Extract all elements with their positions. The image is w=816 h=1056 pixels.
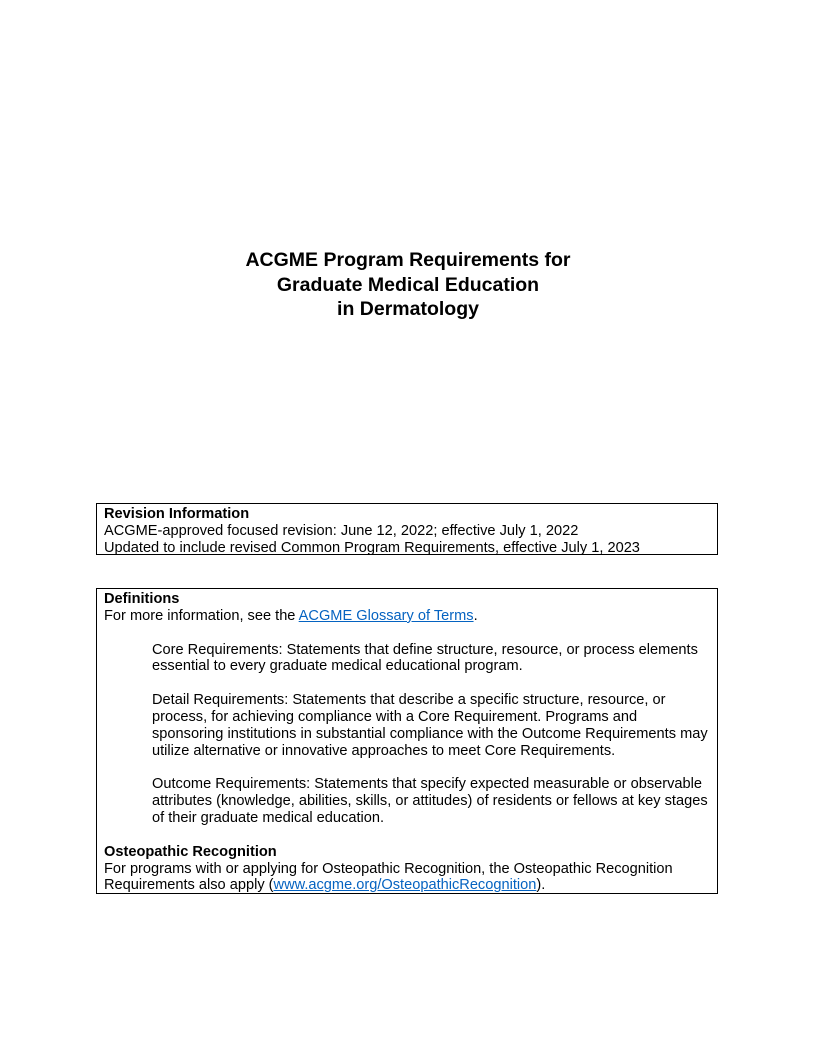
definitions-intro-suffix: . [473,607,478,624]
revision-line-1: ACGME-approved focused revision: June 12, 2022; effective July 1, 2022 [104,522,579,539]
definitions-intro [104,608,710,625]
osteopathic-text-suffix: ). [536,877,546,894]
osteopathic-link[interactable]: www.acgme.org/OsteopathicRecognition [273,877,537,894]
title-line-2: Graduate Medical Education [276,273,540,296]
outcome-requirements-definition: Outcome Requirements: Statements that specify expected measurable or observable attributes (knowledge, abilities, skills, or attitudes) of residents or fellows at key stages of their graduate medical education. [152,776,708,826]
definitions-box [96,588,718,894]
core-requirements-definition: Core Requirements: Statements that define structure, resource, or process elements essential to every graduate medical educational program. [152,641,698,675]
revision-info-box [96,503,718,555]
title-line-3: in Dermatology [337,298,479,320]
revision-heading: Revision Information [104,506,250,522]
osteopathic-text [104,861,710,895]
osteopathic-heading: Osteopathic Recognition [104,843,277,860]
detail-requirements-definition: Detail Requirements: Statements that describe a specific structure, resource, or process, for achieving compliance with a Core Requirement. Programs and sponsoring institutions in substantial compliance with the Outcome Requirements may utilize alternative or innovative approaches to meet Core Requirements. [152,692,708,759]
osteopathic-text-prefix: For programs with or applying for Osteopathic Recognition, the Osteopathic Recognition Requirements also apply ( [104,860,673,894]
revision-line-2: Updated to include revised Common Program Requirements, effective July 1, 2023 [104,539,640,556]
definitions-intro-prefix: For more information, see the [104,607,299,624]
document-title [0,248,816,322]
glossary-link[interactable]: ACGME Glossary of Terms [298,607,474,624]
title-line-1: ACGME Program Requirements for [245,249,571,271]
definitions-heading: Definitions [104,591,180,607]
